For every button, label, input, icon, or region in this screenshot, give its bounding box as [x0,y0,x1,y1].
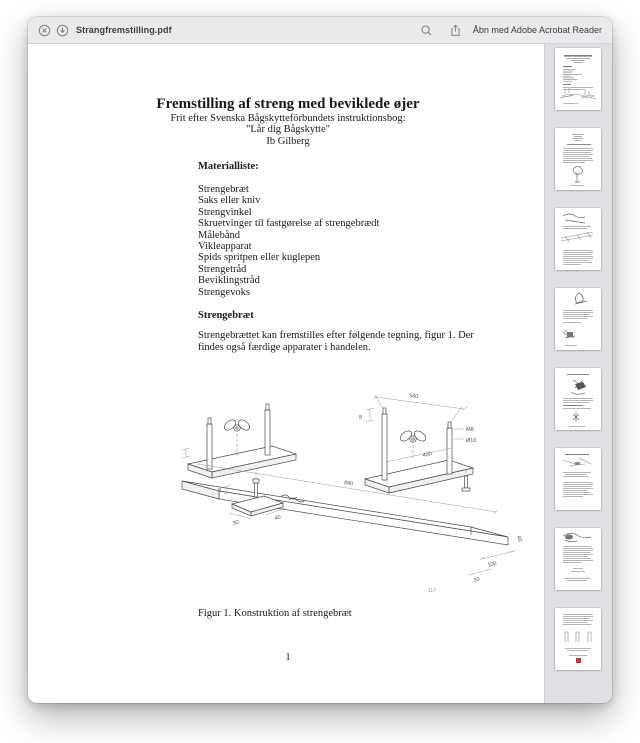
material-item: Beviklingstråd [198,275,260,287]
material-item: Strengebræt [198,184,249,195]
page-thumbnail-2[interactable] [555,128,601,190]
titlebar-actions [404,24,602,37]
page-thumbnail-6[interactable] [555,448,601,510]
material-item: Skruetvinger til fastgørelse af strengebrædt [198,218,380,230]
materials-list [198,184,379,298]
material-item: Strengvinkel [198,206,252,218]
wing-nut [222,418,251,432]
document-title: Fremstilling af streng med beviklede øjer [156,96,420,112]
svg-text:400: 400 [422,451,433,459]
thumbnail-preview [555,288,601,350]
material-item: Saks eller kniv [198,195,261,207]
document-author: Ib Gilberg [266,135,310,147]
materials-heading: Materialliste: [198,161,259,172]
page-thumbnail-8[interactable] [555,608,601,670]
magnifier-icon[interactable] [420,24,433,37]
thumbnail-preview [555,528,601,590]
document-subtitle: Frit efter Svenska Bågskytteförbundets instruktionsbog: [170,113,406,124]
titlebar [28,17,612,44]
open-with-acrobat-button[interactable]: Åbn med Adobe Acrobat Reader [472,25,602,35]
section-heading: Strengebræt [198,310,254,321]
download-icon[interactable] [56,24,69,37]
svg-text:100: 100 [487,560,498,569]
window-content [28,44,612,703]
figure-1-drawing [180,384,525,606]
share-icon[interactable] [449,24,462,37]
page-thumbnail-3[interactable] [555,208,601,270]
paragraph-line: findes også færdige apparater i handelen. [198,341,371,353]
thumbnail-preview [555,128,601,190]
page-number: 1 [285,652,291,663]
thumbnail-preview [555,208,601,270]
svg-text:117: 117 [428,588,436,594]
svg-text:40: 40 [515,534,523,543]
thumbnail-sidebar [544,44,612,703]
svg-text:580: 580 [408,393,419,401]
pdf-preview-window [28,17,612,703]
red-logo-mark [576,658,581,663]
document-header [58,96,518,147]
document-subtitle-quote: "Lår dig Bågskytte" [246,124,330,136]
svg-text:8: 8 [218,488,222,494]
wing-nut [398,429,427,443]
material-item: Strengetråd [198,263,247,275]
thumbnail-preview [555,368,601,430]
svg-text:Ø10: Ø10 [466,438,477,444]
material-item: Spids spritpen eller kuglepen [198,252,321,264]
material-item: Strengevoks [198,286,250,298]
thumbnail-preview [555,608,601,670]
svg-text:30: 30 [232,519,240,527]
pdf-page [28,44,544,703]
page-thumbnail-7[interactable] [555,528,601,590]
page-thumbnail-5[interactable] [555,368,601,430]
svg-text:890: 890 [343,480,354,488]
svg-text:40: 40 [274,514,282,522]
svg-text:8: 8 [359,415,363,421]
figure-caption: Figur 1. Konstruktion af strengebræt [198,608,352,619]
paragraph-line: Strengebrættet kan fremstilles efter følgende tegning, figur 1. Der [198,330,474,341]
page-thumbnail-4[interactable] [555,288,601,350]
material-item: Vikleapparat [198,241,252,253]
page-thumbnail-1[interactable] [555,48,601,110]
svg-text:30: 30 [473,576,481,584]
thumbnail-preview [555,48,601,110]
svg-text:M8: M8 [466,427,474,433]
document-filename: Strangfremstilling.pdf [76,25,172,35]
thumbnail-preview [555,448,601,510]
close-icon[interactable] [38,24,51,37]
material-item: Målebånd [198,229,240,241]
body-paragraph [198,330,474,353]
